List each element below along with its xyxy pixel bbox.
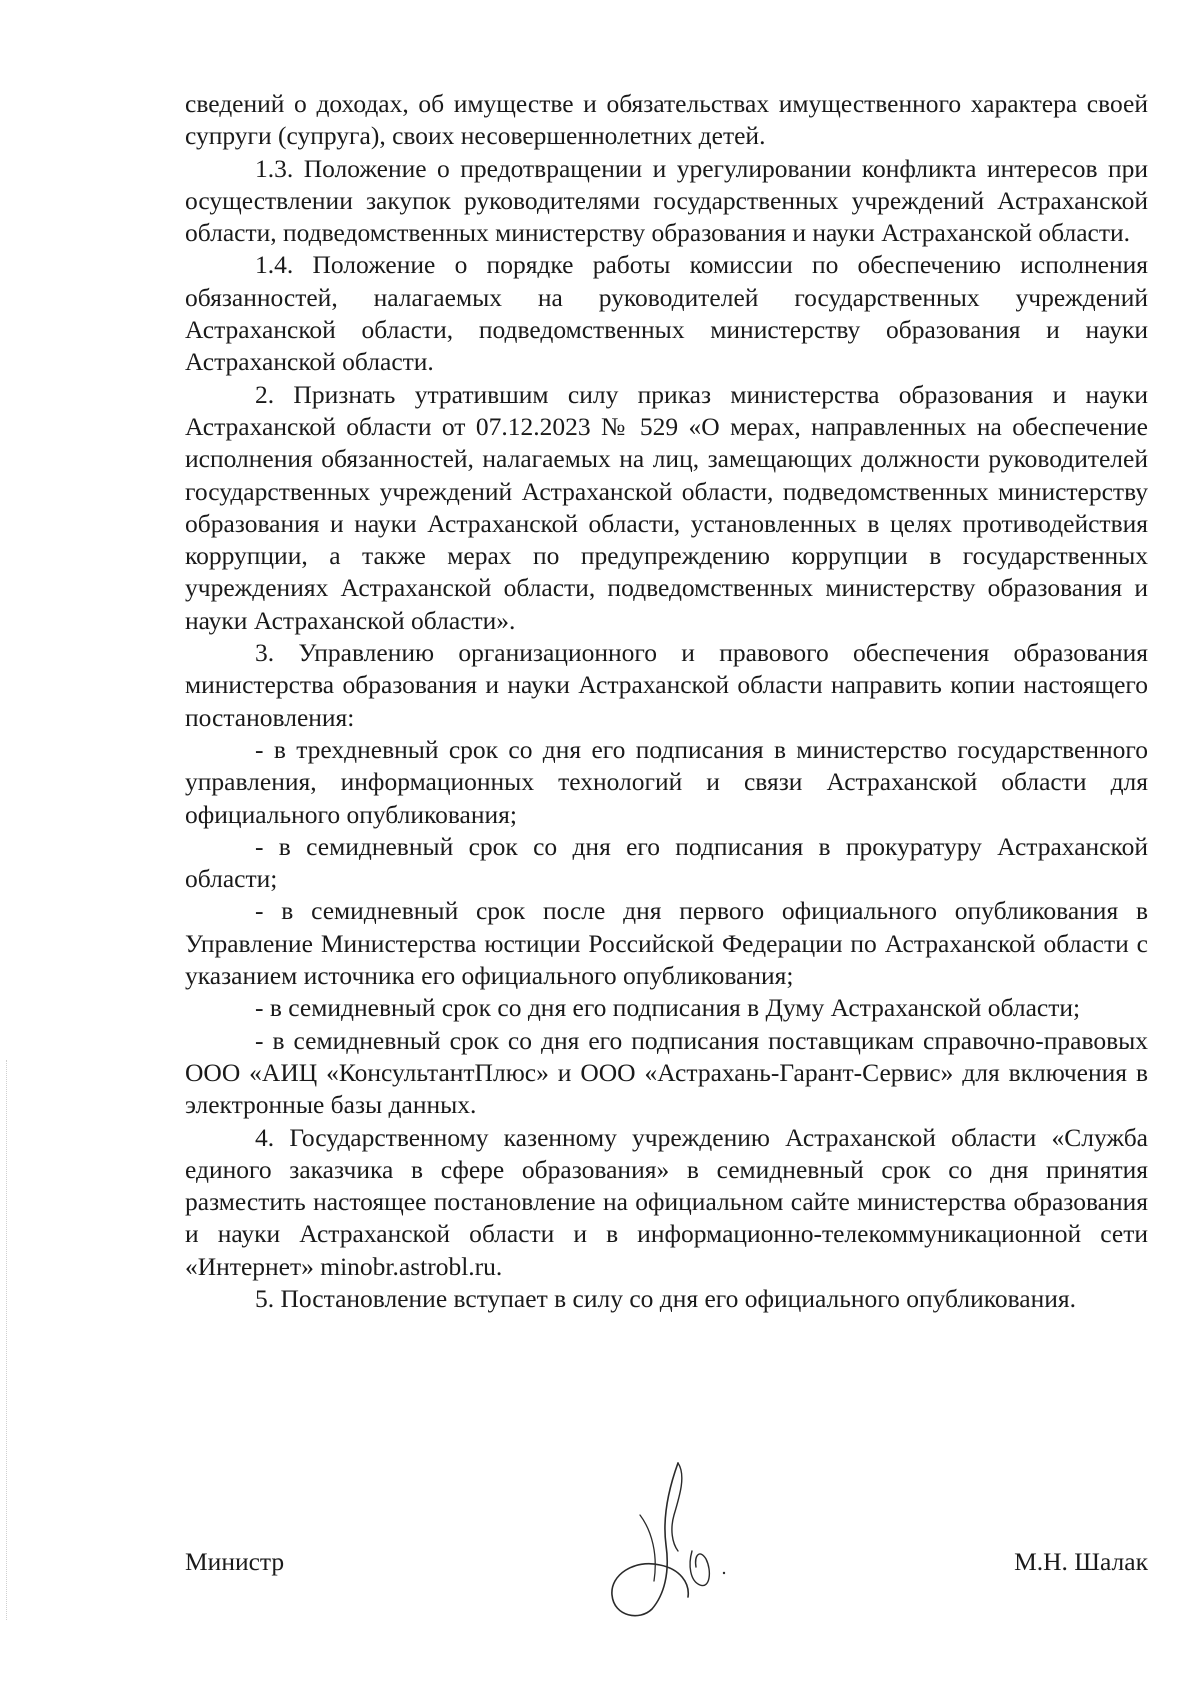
list-item-dash: - в трехдневный срок со дня его подписания в министерство государственного управления, информационных технологий и связи Астраханской области для официального опубликования; [185,734,1148,829]
signatory-name: М.Н. Шалак [1014,1547,1148,1576]
handwritten-signature [600,1455,750,1625]
list-item-dash: - в семидневный срок со дня его подписания в Думу Астраханской области; [255,993,1081,1023]
list-item-dash: - в семидневный срок со дня его подписания в прокуратуру Астраханской области; [185,831,1148,894]
paragraph-1-4: 1.4. Положение о порядке работы комиссии по обеспечению исполнения обязанностей, налагаемых на руководителей государственных учреждений Астраханской области, подведомственных министерству образования и науки Астраханской области. [185,250,1148,377]
document-body [185,88,1148,1315]
signatory-position: Министр [185,1547,285,1576]
signature-line [185,1547,1148,1587]
list-item-dash: - в семидневный срок со дня его подписания поставщикам справочно-правовых ООО «АИЦ «КонсультантПлюс» и ООО «Астрахань-Гарант-Сервис» для включения в электронные базы данных. [185,1025,1148,1120]
scan-edge-artifact [6,1060,9,1620]
paragraph-4: 4. Государственному казенному учреждению Астраханской области «Служба единого заказчика в сфере образования» в семидневный срок со дня принятия разместить настоящее постановление на официальном сайте министерства образования и науки Астраханской области и в информационно-телекоммуникационной сети «Интернет» minobr.astrobl.ru. [185,1122,1148,1281]
paragraph-1-3: 1.3. Положение о предотвращении и урегулировании конфликта интересов при осуществлении закупок руководителями государственных учреждений Астраханской области, подведомственных министерству образования и науки Астраханской области. [185,153,1148,248]
paragraph-continuation: сведений о доходах, об имуществе и обязательствах имущественного характера своей супруги (супруга), своих несовершеннолетних детей. [185,89,1148,151]
paragraph-2: 2. Признать утратившим силу приказ министерства образования и науки Астраханской области от 07.12.2023 № 529 «О мерах, направленных на обеспечение исполнения обязанностей, налагаемых на лиц, замещающих должности руководителей государственных учреждений Астраханской области, подведомственных министерству образования и науки Астраханской области, установленных в целях противодействия коррупции, а также мерах по предупреждению коррупции в государственных учреждениях Астраханской области, подведомственных министерству образования и науки Астраханской области». [185,379,1148,635]
list-item-dash: - в семидневный срок после дня первого официального опубликования в Управление Министерства юстиции Российской Федерации по Астраханской области с указанием источника его официального опубликования; [185,896,1148,991]
paragraph-5: 5. Постановление вступает в силу со дня его официального опубликования. [255,1283,1076,1313]
paragraph-3: 3. Управлению организационного и правового обеспечения образования министерства образования и науки Астраханской области направить копии настоящего постановления: [185,638,1148,732]
